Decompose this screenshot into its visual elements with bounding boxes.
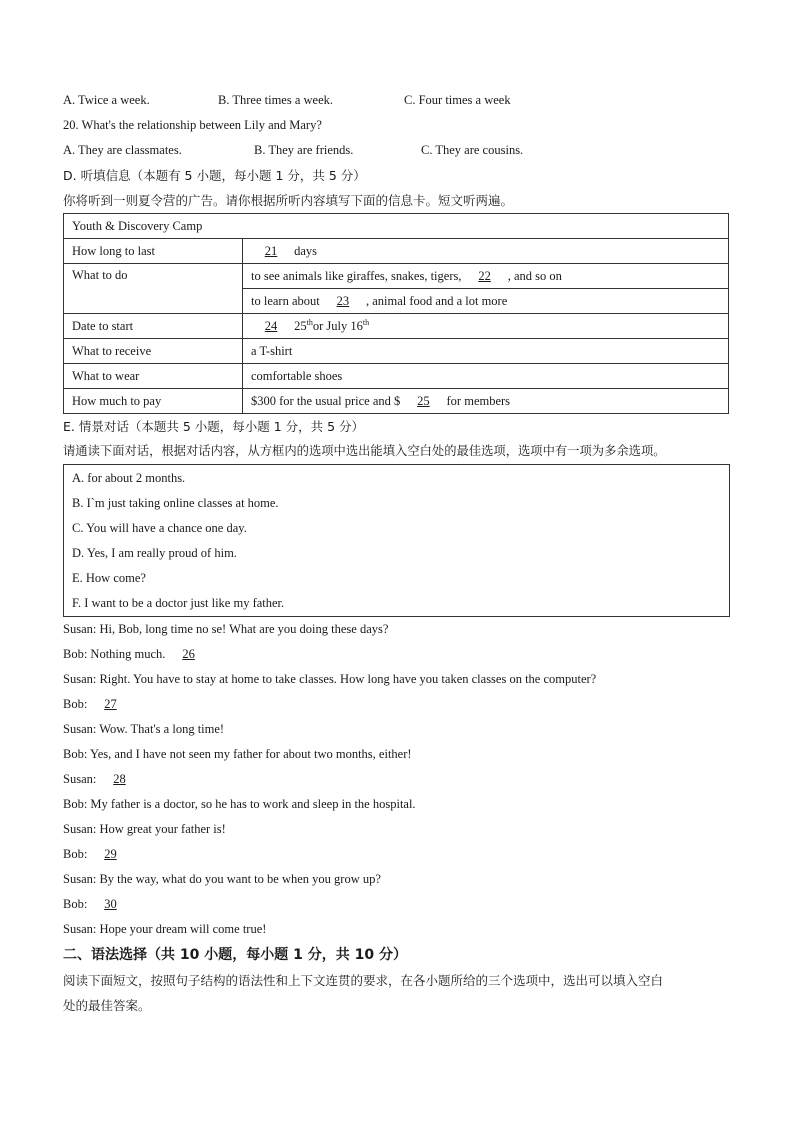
q20-question: 20. What's the relationship between Lily and Mary? [63,118,322,132]
date-sup-th1: th [306,317,313,327]
dialogue-line [63,867,731,892]
dialogue-text: Bob: Yes, and I have not seen my father for about two months, either! [63,747,412,761]
pay-value [243,389,729,414]
exam-page [63,88,731,1018]
part2-heading: 二、语法选择（共 10 小题，每小题 1 分，共 10 分） [63,947,407,963]
q19-option-a[interactable]: A. Twice a week. [63,93,150,107]
section-e-instruction: 请通读下面对话，根据对话内容，从方框内的选项中选出能填入空白处的最佳选项，选项中有一项为多余选项。 [63,444,666,458]
options-box [63,464,730,617]
blank-28[interactable]: 28 [113,772,126,786]
dialogue-line [63,742,731,767]
dialogue-line [63,717,731,742]
date-25: 25 [294,318,307,333]
blank-24[interactable]: 24 [264,318,278,333]
what-to-do-line1 [243,264,729,289]
blank-21[interactable]: 21 [264,243,278,258]
blank-26[interactable]: 26 [182,647,195,661]
camp-title: Youth & Discovery Camp [64,214,729,239]
section-e-heading: E. 情景对话（本题共 5 小题，每小题 1 分，共 5 分） [63,419,365,434]
dialogue-text: Susan: [63,772,100,786]
dialogue-line [63,667,731,692]
camp-info-table [63,213,729,414]
receive-value: a T-shirt [243,339,729,364]
what-to-do-label: What to do [64,264,243,314]
date-value [243,314,729,339]
wear-value: comfortable shoes [243,364,729,389]
do-line1-text: to see animals like giraffes, snakes, tigers, [251,268,462,283]
wear-label: What to wear [64,364,243,389]
box-option-d[interactable]: D. Yes, I am really proud of him. [72,546,237,560]
part2-instruction-line1: 阅读下面短文，按照句子结构的语法性和上下文连贯的要求，在各小题所给的三个选项中，选出可以填入空白 [63,973,664,988]
pay-suffix: for members [446,393,511,408]
dialogue-line [63,817,731,842]
blank-23[interactable]: 23 [336,293,350,308]
dialogue-text: Bob: [63,847,91,861]
q20-options [63,138,731,163]
receive-label: What to receive [64,339,243,364]
dialogue-line [63,617,731,642]
box-option-a[interactable]: A. for about 2 months. [72,471,186,485]
dialogue-text: Susan: How great your father is! [63,822,226,836]
q20-option-c[interactable]: C. They are cousins. [421,143,524,157]
q19-options [63,88,731,113]
dialogue-text: Susan: By the way, what do you want to be when you grow up? [63,872,381,886]
dialogue-line [63,917,731,942]
dialogue-text: Susan: Hi, Bob, long time no se! What are you doing these days? [63,622,389,636]
dialogue-text: Bob: Nothing much. [63,647,169,661]
blank-29[interactable]: 29 [104,847,117,861]
q20-option-b[interactable]: B. They are friends. [254,143,354,157]
box-option-e[interactable]: E. How come? [72,571,146,585]
dialogue-line [63,792,731,817]
how-long-label: How long to last [64,239,243,264]
dialogue-line [63,642,731,667]
q20-option-a[interactable]: A. They are classmates. [63,143,182,157]
date-sup-th2: th [362,317,370,327]
part2-instruction-line2: 处的最佳答案。 [63,998,151,1013]
what-to-do-line2 [243,289,729,314]
q19-option-b[interactable]: B. Three times a week. [218,93,334,107]
date-or-july: or July 16 [312,318,363,333]
dialogue-line [63,692,731,717]
blank-22[interactable]: 22 [478,268,491,283]
section-d-instruction: 你将听到一则夏令营的广告。请你根据所听内容填写下面的信息卡。短文听两遍。 [63,193,514,208]
do-line2-text: to learn about [251,293,320,308]
dialogue-text: Bob: My father is a doctor, so he has to work and sleep in the hospital. [63,797,416,811]
do-line1-suffix: , and so on [507,268,562,283]
date-label: Date to start [64,314,243,339]
dialogue-text: Susan: Hope your dream will come true! [63,922,267,936]
dialogue-text: Bob: [63,897,91,911]
section-d-heading: D. 听填信息（本题有 5 小题，每小题 1 分，共 5 分） [63,168,366,183]
blank-27[interactable]: 27 [104,697,117,711]
blank-25[interactable]: 25 [417,393,430,408]
dialogue-text: Susan: Right. You have to stay at home to take classes. How long have you taken classes on the computer? [63,672,597,686]
how-long-unit: days [294,243,318,258]
dialogue-line [63,767,731,792]
blank-30[interactable]: 30 [104,897,117,911]
dialogue-text: Susan: Wow. That's a long time! [63,722,225,736]
q19-option-c[interactable]: C. Four times a week [404,93,511,107]
do-line2-suffix: , animal food and a lot more [365,293,508,308]
box-option-c[interactable]: C. You will have a chance one day. [72,521,247,535]
dialogue-line [63,842,731,867]
dialogue-text: Bob: [63,697,91,711]
how-long-value [243,239,729,264]
dialogue [63,617,731,942]
pay-label: How much to pay [64,389,243,414]
pay-text: $300 for the usual price and $ [251,393,401,408]
box-option-f[interactable]: F. I want to be a doctor just like my father. [72,596,285,610]
dialogue-line [63,892,731,917]
box-option-b[interactable]: B. I`m just taking online classes at home. [72,496,279,510]
